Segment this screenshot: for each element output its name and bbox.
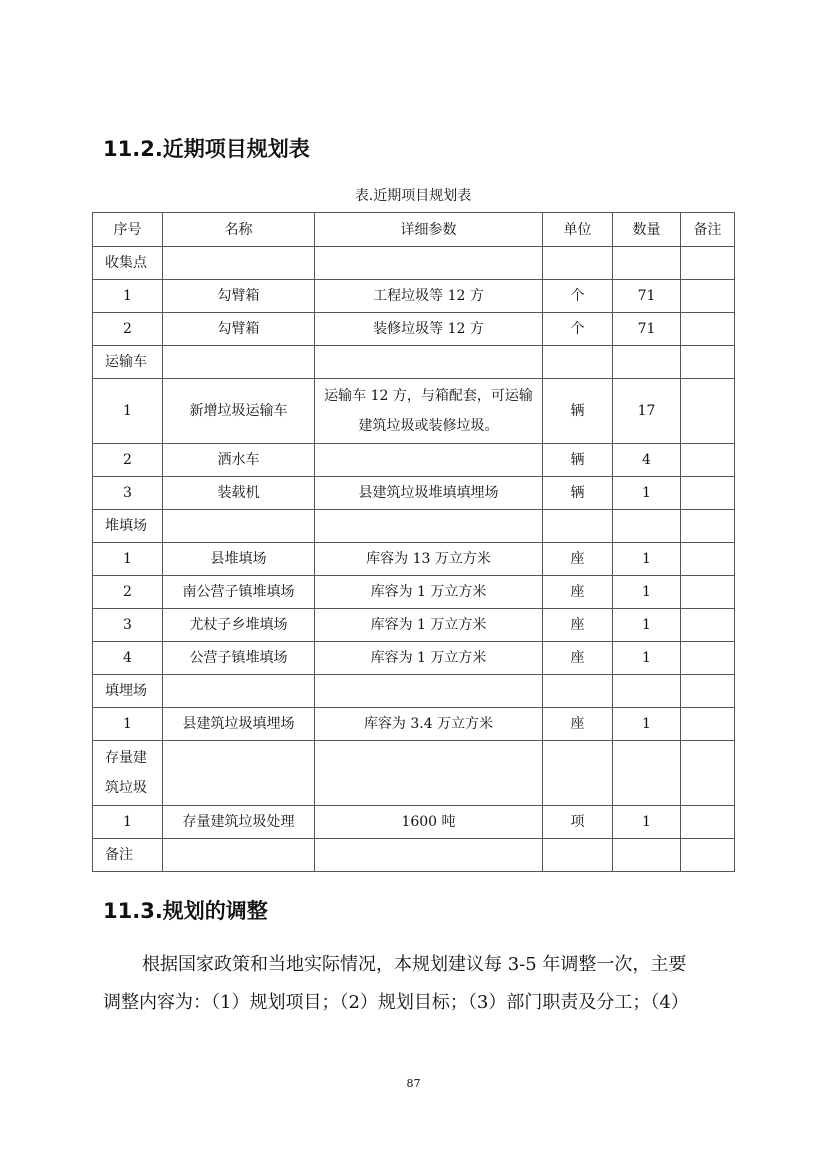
cell-unit: 辆 [543,444,613,477]
cell-no: 2 [93,576,163,609]
cell-param: 库容为 1 万立方米 [315,576,543,609]
header-cell-qty: 数量 [613,213,681,247]
cell-name: 新增垃圾运输车 [163,379,315,444]
cell-param: 库容为 13 万立方米 [315,543,543,576]
header-cell-name: 名称 [163,213,315,247]
section-heading-11-2: 11.2.近期项目规划表 [103,137,310,161]
empty-cell [613,675,681,708]
group-label-cell: 收集点 [93,247,163,280]
cell-no: 1 [93,806,163,839]
empty-cell [315,346,543,379]
cell-note [681,609,735,642]
empty-cell [681,247,735,280]
empty-cell [681,346,735,379]
table-row [93,444,735,477]
empty-cell [681,839,735,872]
cell-qty: 1 [613,806,681,839]
empty-cell [315,741,543,806]
cell-qty: 17 [613,379,681,444]
cell-unit: 座 [543,543,613,576]
empty-cell [315,247,543,280]
empty-cell [163,247,315,280]
cell-note [681,642,735,675]
table-header-row [93,213,735,247]
cell-param: 库容为 3.4 万立方米 [315,708,543,741]
cell-param: 库容为 1 万立方米 [315,609,543,642]
empty-cell [315,510,543,543]
cell-param: 县建筑垃圾堆填填埋场 [315,477,543,510]
empty-cell [163,346,315,379]
empty-cell [681,741,735,806]
empty-cell [613,510,681,543]
header-cell-no: 序号 [93,213,163,247]
empty-cell [315,675,543,708]
cell-param: 库容为 1 万立方米 [315,642,543,675]
group-label-cell: 堆填场 [93,510,163,543]
cell-qty: 71 [613,313,681,346]
table-group-row [93,675,735,708]
table-group-row [93,346,735,379]
empty-cell [543,247,613,280]
table-row [93,642,735,675]
cell-no: 4 [93,642,163,675]
cell-param: 运输车 12 方，与箱配套，可运输建筑垃圾或装修垃圾。 [315,379,543,444]
cell-no: 2 [93,444,163,477]
cell-unit: 座 [543,708,613,741]
cell-note [681,543,735,576]
cell-unit: 座 [543,576,613,609]
section-heading-11-3: 11.3.规划的调整 [103,899,268,923]
table-row [93,543,735,576]
empty-cell [613,247,681,280]
cell-name: 装载机 [163,477,315,510]
empty-cell [543,510,613,543]
cell-name: 县建筑垃圾填埋场 [163,708,315,741]
cell-unit: 座 [543,609,613,642]
cell-name: 存量建筑垃圾处理 [163,806,315,839]
empty-cell [163,675,315,708]
cell-note [681,379,735,444]
cell-qty: 1 [613,642,681,675]
page-number: 87 [406,1077,421,1090]
table-group-row [93,247,735,280]
cell-name: 洒水车 [163,444,315,477]
table-row [93,576,735,609]
cell-no: 2 [93,313,163,346]
group-label-cell: 运输车 [93,346,163,379]
empty-cell [315,839,543,872]
table-body [93,213,735,872]
cell-note [681,708,735,741]
cell-name: 尤杖子乡堆填场 [163,609,315,642]
table-row [93,477,735,510]
empty-cell [163,839,315,872]
cell-unit: 辆 [543,477,613,510]
table-row [93,379,735,444]
cell-param [315,444,543,477]
cell-no: 3 [93,477,163,510]
cell-name: 勾臂箱 [163,280,315,313]
empty-cell [163,510,315,543]
cell-qty: 1 [613,609,681,642]
cell-no: 1 [93,708,163,741]
cell-param: 工程垃圾等 12 方 [315,280,543,313]
cell-note [681,576,735,609]
cell-qty: 4 [613,444,681,477]
cell-qty: 1 [613,708,681,741]
cell-unit: 个 [543,313,613,346]
cell-param: 1600 吨 [315,806,543,839]
cell-note [681,806,735,839]
cell-param: 装修垃圾等 12 方 [315,313,543,346]
cell-note [681,313,735,346]
empty-cell [543,346,613,379]
table-row [93,313,735,346]
cell-unit: 辆 [543,379,613,444]
empty-cell [543,839,613,872]
header-cell-unit: 单位 [543,213,613,247]
group-label-cell: 备注 [93,839,163,872]
header-cell-param: 详细参数 [315,213,543,247]
empty-cell [543,675,613,708]
cell-note [681,280,735,313]
header-cell-note: 备注 [681,213,735,247]
table-group-row [93,510,735,543]
cell-unit: 项 [543,806,613,839]
table-row [93,609,735,642]
project-plan-table [92,212,735,872]
cell-no: 1 [93,379,163,444]
empty-cell [681,510,735,543]
paragraph-line-2: 调整内容为：（1）规划项目；（2）规划目标；（3）部门职责及分工；（4） [103,992,689,1013]
cell-unit: 个 [543,280,613,313]
cell-name: 公营子镇堆填场 [163,642,315,675]
cell-note [681,444,735,477]
cell-no: 3 [93,609,163,642]
cell-name: 南公营子镇堆填场 [163,576,315,609]
cell-qty: 1 [613,576,681,609]
cell-no: 1 [93,543,163,576]
table-row [93,708,735,741]
empty-cell [543,741,613,806]
cell-name: 勾臂箱 [163,313,315,346]
empty-cell [613,839,681,872]
cell-no: 1 [93,280,163,313]
cell-qty: 1 [613,477,681,510]
table-row [93,280,735,313]
empty-cell [613,346,681,379]
cell-unit: 座 [543,642,613,675]
cell-note [681,477,735,510]
empty-cell [681,675,735,708]
empty-cell [613,741,681,806]
table-group-row [93,839,735,872]
paragraph-line-1: 根据国家政策和当地实际情况，本规划建议每 3-5 年调整一次，主要 [142,954,687,975]
cell-name: 县堆填场 [163,543,315,576]
group-label-cell: 填埋场 [93,675,163,708]
table-caption: 表.近期项目规划表 [354,188,472,204]
group-label-cell: 存量建筑垃圾 [93,741,163,806]
cell-qty: 1 [613,543,681,576]
cell-qty: 71 [613,280,681,313]
table-group-row [93,741,735,806]
table-row [93,806,735,839]
empty-cell [163,741,315,806]
